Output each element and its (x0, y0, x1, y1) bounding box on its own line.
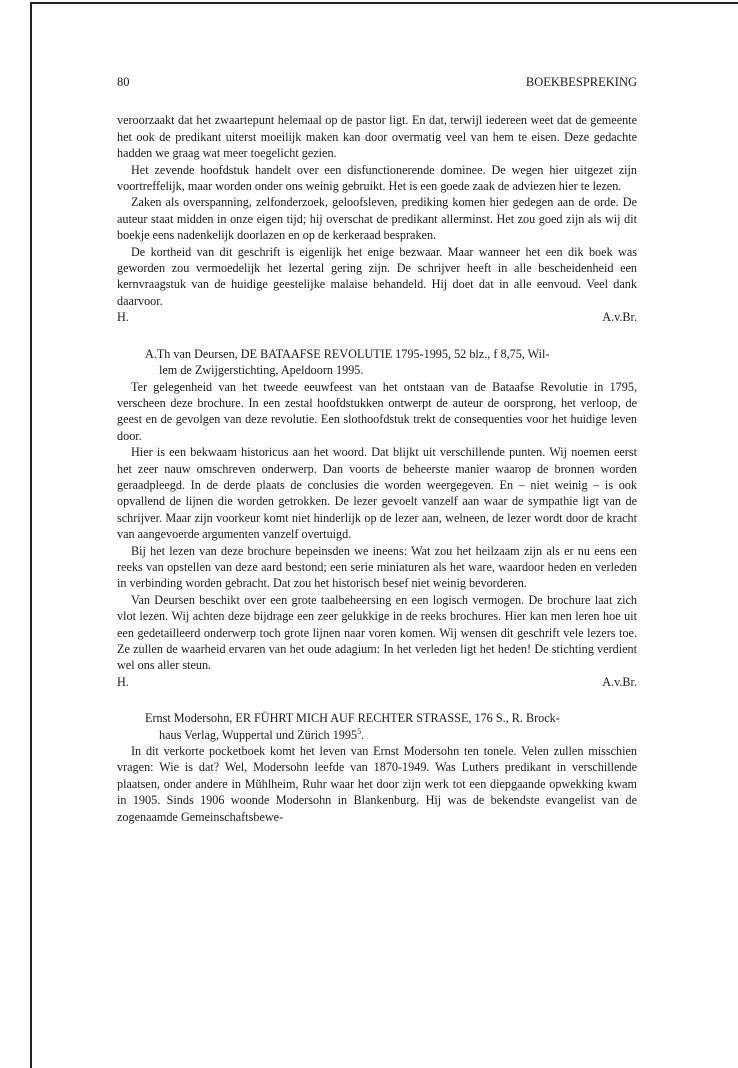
review-3 (117, 710, 637, 825)
running-header (117, 74, 637, 90)
book-citation (117, 346, 637, 379)
paragraph: In dit verkorte pocketboek komt het leven van Ernst Modersohn ten tonele. Velen zullen misschien vragen: Wie is dat? Wel, Modersohn leefde van 1870-1949. Was Luthers predikant in verschillende plaatsen, onder andere in Mühlheim, Ruhr waar het door zijn werk tot een diepgaande opwekking kwam in 1905. Sinds 1906 woonde Modersohn in Blankenburg. Hij was de bekendste evangelist van de zogenaamde Gemeinschaftsbewe- (117, 744, 637, 824)
paragraph: Hier is een bekwaam historicus aan het woord. Dat blijkt uit verschillende punten. Wij noemen eerst het zeer nauw omschreven onderwerp. Dan voorts de beheerste manier waarop de bronnen worden geraadpleegd. In de derde plaats de conclusies die worden weergegeven. En – niet weinig – is ook opvallend de lijnen die worden getrokken. De lezer gevoelt vanzelf aan waar de sympathie ligt van de schrijver. Maar zijn voorkeur komt niet hinderlijk op de lezer aan, welneen, de lezer wordt door de kracht van aangevoerde argumenten vanzelf overtuigd. (117, 445, 637, 542)
scan-border-top (30, 2, 738, 4)
paragraph: Het zevende hoofdstuk handelt over een disfunctionerende dominee. De wegen hier uitgezet zijn voortreffelijk, maar worden onder ons weinig gebruikt. Het is een goede zaak de adviezen hier te lezen. (117, 162, 637, 194)
signature (117, 674, 637, 690)
paragraph: Bij het lezen van deze brochure bepeinsden we ineens: Wat zou het heilzaam zijn als er nu eens een reeks van opstellen van deze aard bestond; een serie miniaturen als het ware, waardoor heden en verleden in verbinding worden gebracht. Dat zou het historisch besef niet weinig bevorderen. (117, 543, 637, 591)
signature-author: A.v.Br. (602, 674, 637, 689)
paragraph: De kortheid van dit geschrift is eigenlijk het enige bezwaar. Maar wanneer het een dik boek was geworden zou vermoedelijk het lezertal gering zijn. De schrijver heeft in alle bescheidenheid een kernvraagstuk van de huidige geestelijke malaise behandeld. Hij doet dat in alle eenvoud. Veel dank daarvoor. (117, 244, 637, 308)
scan-border-left (30, 2, 32, 1068)
review-2 (117, 346, 637, 691)
citation-line: A.Th van Deursen, DE BATAAFSE REVOLUTIE 1795-1995, 52 blz., f 8,75, Wil- (145, 346, 550, 361)
book-citation (117, 710, 637, 743)
page-number: 80 (117, 75, 130, 89)
citation-line: Ernst Modersohn, ER FÜHRT MICH AUF RECHTER STRASSE, 176 S., R. Brock- (145, 711, 560, 726)
paragraph: Ter gelegenheid van het tweede eeuwfeest van het ontstaan van de Bataafse Revolutie in 1795, verscheen deze brochure. In een zestal hoofdstukken ontwerpt de auteur de oorsprong, het verloop, de geest en de gevolgen van deze revolutie. Een slothoofdstuk trekt de consequenties voor het huidige leven door. (117, 379, 637, 443)
section-title: BOEKBESPREKING (525, 75, 637, 89)
footnote-mark: 5 (357, 726, 362, 736)
page-content (117, 74, 637, 825)
signature (117, 309, 637, 325)
citation-line-2 (145, 727, 637, 743)
paragraph: Van Deursen beschikt over een grote taalbeheersing en een logisch vermogen. De brochure laat zich vlot lezen. Wij achten deze bijdrage een zeer gelukkige in de reeks brochures. Hier kan men leren hoe uit een gedetailleerd onderwerp toch grote lijnen naar voren komen. Wij wensen dit geschrift vele lezers toe. Ze zullen de waarheid ervaren van het oude adagium: In het verleden ligt het heden! De stichting verdient wel ons aller steun. (117, 592, 637, 673)
citation-line: lem de Zwijgerstichting, Apeldoorn 1995. (159, 363, 364, 378)
review-1 (117, 112, 637, 325)
signature-author: A.v.Br. (602, 310, 637, 325)
paragraph: veroorzaakt dat het zwaartepunt helemaal op de pastor ligt. En dat, terwijl iedereen weet dat de gemeente het ook de predikant uiterst moeilijk maken kan door overmatig veel van hem te eisen. Deze gedachte hadden we graag wat meer toegelicht gezien. (117, 113, 637, 161)
signature-initial: H. (117, 310, 129, 325)
citation-end: . (361, 727, 365, 742)
signature-initial: H. (117, 674, 129, 689)
paragraph: Zaken als overspanning, zelfonderzoek, geloofsleven, prediking komen hier gedegen aan de orde. De auteur staat midden in onze eigen tijd; hij overschat de predikant allerminst. Het zou goed zijn als wij dit boekje eens nadenkelijk doorlazen en op de kerkeraad bespraken. (117, 195, 637, 243)
citation-text: haus Verlag, Wuppertal und Zürich 1995 (159, 727, 358, 742)
